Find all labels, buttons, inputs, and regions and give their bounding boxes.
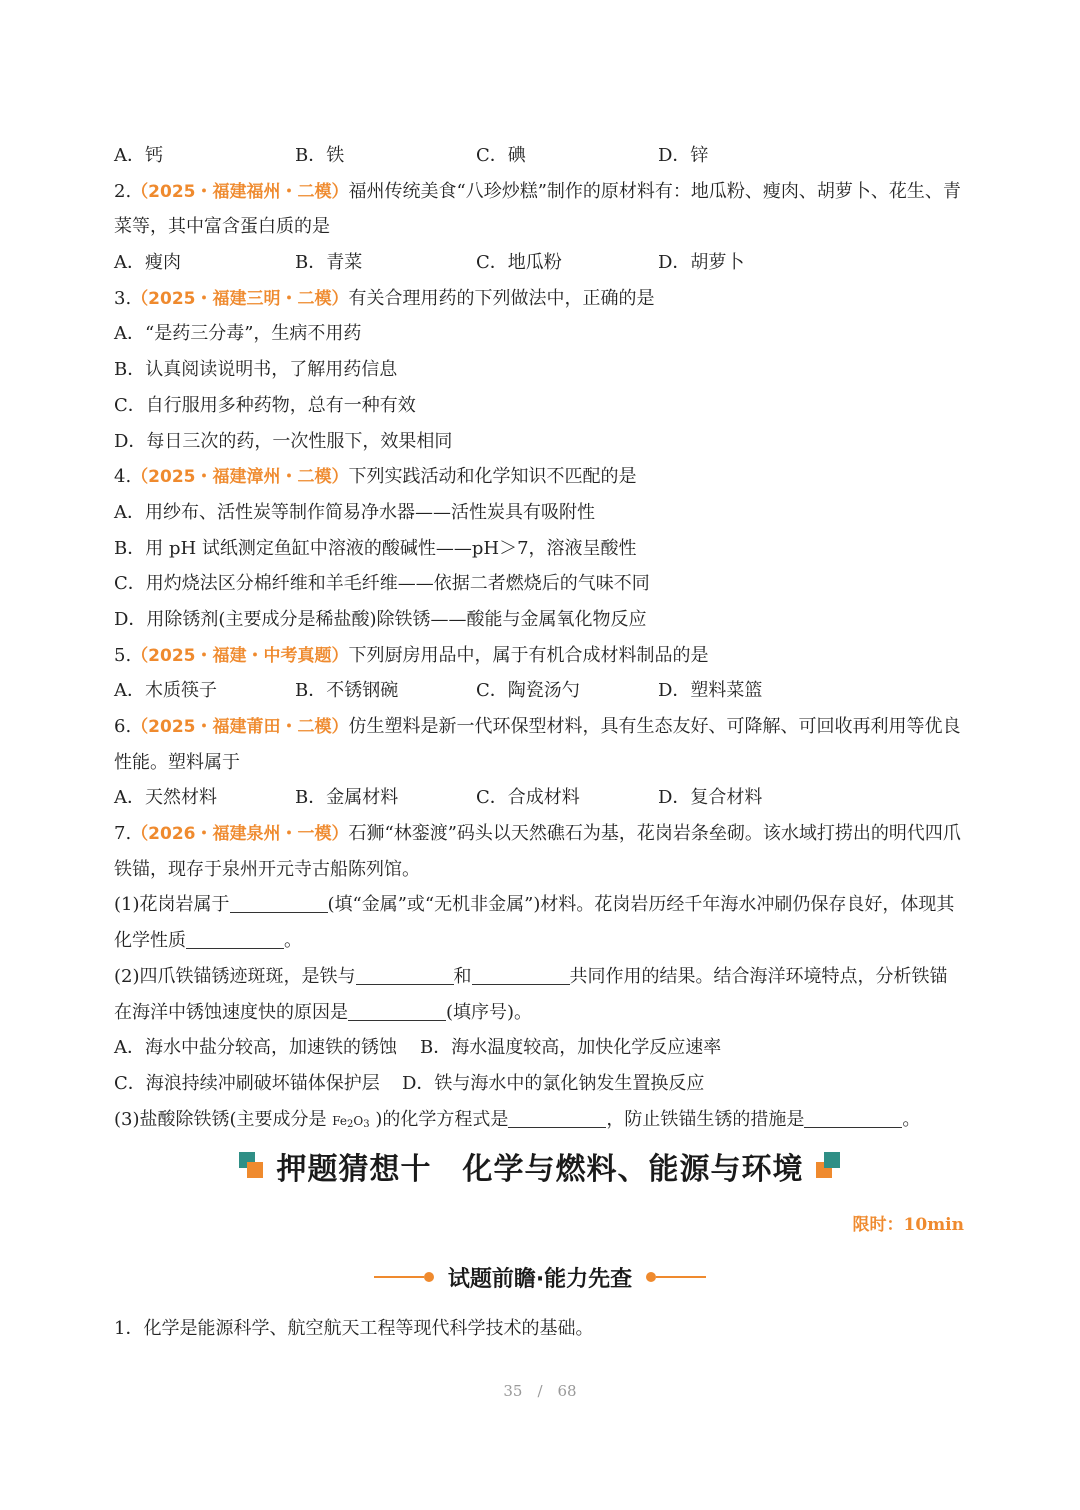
text: 。 [902,1108,921,1130]
text: 在海洋中锈蚀速度快的原因是 [114,1001,348,1023]
option-d: D．每日三次的药，一次性服下，效果相同 [114,430,453,452]
answer-blank[interactable] [804,1107,902,1128]
formula: O [353,1113,364,1128]
question-3 [114,281,970,317]
option-c: C．陶瓷汤勺 [476,680,580,702]
options-row [114,138,970,174]
line-dot-ornament-icon [374,1272,434,1282]
option-d: D．塑料菜篮 [658,680,763,702]
answer-blank[interactable] [356,964,454,985]
options-row [114,1066,970,1102]
option-c: C．海浪持续冲刷破坏锚体保护层 [114,1072,380,1094]
source-tag: （2025・福建三明・二模） [131,288,349,309]
question-number: 2. [114,180,132,202]
q7-part1-cont [114,923,970,959]
question-list [114,138,970,1137]
option-b: B．铁 [295,145,345,166]
option-c: C．用灼烧法区分棉纤维和羊毛纤维——依据二者燃烧后的气味不同 [114,573,650,595]
text: 。 [284,930,302,952]
formula: Fe [332,1113,348,1128]
options-row [114,780,970,816]
section-header [0,1144,1080,1188]
q7-part2 [114,959,970,995]
option-c: C．碘 [476,145,526,166]
page-number: 35 / 68 [503,1382,577,1400]
subscript: 3 [363,1118,370,1130]
square-decoration-icon [814,1152,842,1180]
source-tag: （2025・福建漳州・二模） [131,467,349,488]
question-6 [114,709,970,745]
text: (2)四爪铁锚锈迹斑斑，是铁与 [114,965,356,987]
question-text: 下列厨房用品中，属于有机合成材料制品的是 [348,644,709,666]
option-b: B．海水温度较高，加快化学反应速率 [420,1037,722,1059]
option-d: D．用除锈剂(主要成分是稀盐酸)除铁锈——酸能与金属氧化物反应 [114,608,647,630]
question-4 [114,459,970,495]
question-number: 5. [114,644,132,666]
question-number: 6. [114,716,132,737]
answer-blank[interactable] [508,1107,606,1128]
question-text: 仿生塑料是新一代环保型材料，具有生态友好、可降解、可回收再利用等优良 [348,716,961,737]
answer-blank[interactable] [472,964,570,985]
question-6-cont: 性能。塑料属于 [114,751,240,773]
option-d: D．复合材料 [658,787,763,809]
question-number: 7. [114,823,132,845]
q7-part3 [114,1102,970,1138]
option-a: A．天然材料 [114,787,217,809]
option-b: B．认真阅读说明书，了解用药信息 [114,359,398,381]
text: 和 [453,965,472,987]
text: (3)盐酸除铁锈(主要成分是 [114,1108,333,1130]
question-text: 福州传统美食“八珍炒糕”制作的原材料有：地瓜粉、瘦肉、胡萝卜、花生、青 [348,180,961,202]
option-c: C．地瓜粉 [476,252,562,274]
answer-blank[interactable] [230,892,328,913]
text: (填“金属”或“无机非金属”)材料。花岗岩历经千年海水冲刷仍保存良好，体现其 [327,894,955,916]
option-c: C．自行服用多种药物，总有一种有效 [114,394,416,416]
source-tag: （2026・福建泉州・一模） [131,824,349,845]
options-row [114,673,970,709]
option-a: A．“是药三分毒”，生病不用药 [114,323,362,345]
option-a: A．木质筷子 [114,680,217,702]
question-2 [114,174,970,210]
source-tag: （2025・福建・中考真题） [131,645,349,666]
question-2-cont: 菜等，其中富含蛋白质的是 [114,216,330,238]
subsection-header [0,1261,1080,1293]
text: 化学性质 [114,930,186,952]
option-c: C．合成材料 [476,787,580,809]
text: (1)花岗岩属于 [114,894,230,916]
option-d: D．锌 [658,145,709,166]
text: )的化学方程式是 [369,1108,509,1130]
question-5 [114,638,970,674]
subsection-title: 试题前瞻·能力先查 [447,1266,633,1292]
option-d: D．铁与海水中的氯化钠发生置换反应 [402,1072,705,1094]
text: ，防止铁锚生锈的措施是 [606,1108,805,1130]
option-a: A．海水中盐分较高，加速铁的锈蚀 [114,1037,397,1059]
answer-blank[interactable] [348,1000,446,1021]
next-question: 1．化学是能源科学、航空航天工程等现代科学技术的基础。 [114,1318,594,1339]
source-tag: （2025・福建福州・二模） [131,181,349,202]
option-a: A．瘦肉 [114,252,181,274]
option-a: A．用纱布、活性炭等制作简易净水器——活性炭具有吸附性 [114,501,595,523]
q7-part2-cont [114,995,970,1031]
options-row [114,1030,970,1066]
question-text: 石狮“林銮渡”码头以天然礁石为基，花岗岩条垒砌。该水域打捞出的明代四爪 [348,823,961,845]
subscript: 2 [347,1118,354,1130]
question-7-cont: 铁锚，现存于泉州开元寺古船陈列馆。 [114,858,420,880]
question-text: 有关合理用药的下列做法中，正确的是 [348,287,655,309]
text: (填序号)。 [446,1001,533,1023]
answer-blank[interactable] [186,928,284,949]
option-a: A．钙 [114,145,163,166]
source-tag: （2025・福建莆田・二模） [131,717,349,737]
section-title: 押题猜想十 化学与燃料、能源与环境 [276,1152,804,1187]
question-number: 4. [114,466,132,488]
question-7 [114,816,970,852]
option-b: B．金属材料 [295,787,399,809]
question-number: 3. [114,287,132,309]
square-decoration-icon [239,1152,267,1180]
option-b: B．不锈钢碗 [295,680,399,702]
text: 共同作用的结果。结合海洋环境特点，分析铁锚 [569,965,948,987]
dot-line-ornament-icon [646,1272,706,1282]
option-b: B．青菜 [295,252,363,274]
q7-part1 [114,887,970,923]
time-limit: 限时：10min [852,1215,964,1235]
option-d: D．胡萝卜 [658,252,745,274]
option-b: B．用 pH 试纸测定鱼缸中溶液的酸碱性——pH＞7，溶液呈酸性 [114,537,637,559]
options-row [114,245,970,281]
question-text: 下列实践活动和化学知识不匹配的是 [348,466,637,488]
